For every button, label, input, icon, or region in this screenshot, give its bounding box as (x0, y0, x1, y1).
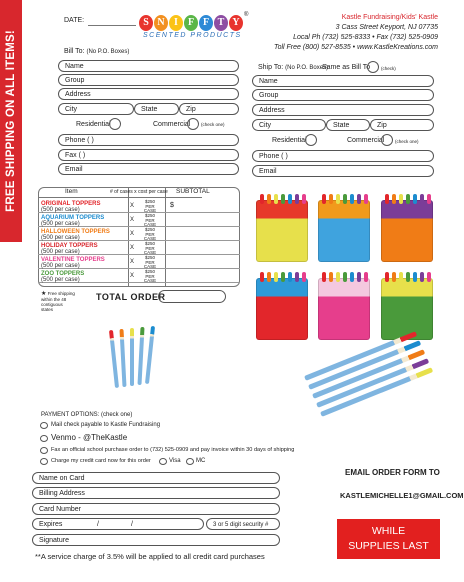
name-on-card-field[interactable]: Name on Card (32, 472, 280, 484)
free-ship-note: ★ Free shipping within the 48 contiguous states (41, 291, 75, 312)
pencil-top (392, 272, 396, 282)
pencil-top (385, 272, 389, 282)
pencil-top (350, 194, 354, 204)
pencil-top (364, 194, 368, 204)
pencil-top (343, 272, 347, 282)
ship-residential-label: Residential (272, 137, 307, 144)
pencil-top (322, 194, 326, 204)
pencil (145, 326, 155, 384)
visa-radio[interactable] (159, 458, 167, 465)
pencil-top (260, 194, 264, 204)
logo-letter: I (169, 15, 183, 31)
pay-card-radio[interactable] (40, 458, 48, 465)
ship-phone-field[interactable]: Phone ( ) (252, 150, 434, 162)
price-per-case: $250 PER CASE (143, 269, 157, 283)
product-display-photo (256, 200, 308, 262)
logo-letter: T (214, 15, 228, 31)
product-name: HOLIDAY TOPPERS (500 per case) (41, 243, 98, 255)
pencil-top (343, 194, 347, 204)
pay-po-label: Fax an official school purchase order to (732) 525-0909 and pay invoice within 30 days of shipping (51, 447, 295, 453)
product-row (38, 199, 240, 213)
product-name: VALENTINE TOPPERS (500 per case) (41, 257, 105, 269)
logo-letter: Y (229, 15, 243, 31)
bill-phone-field[interactable]: Phone ( ) (58, 134, 239, 146)
price-per-case: $250 PER CASE (143, 213, 157, 227)
col-item-header: Item (65, 188, 78, 195)
product-subtotal[interactable]: $ (170, 202, 174, 209)
bill-commercial-label: Commercial (153, 121, 191, 128)
pencil-top (399, 272, 403, 282)
while-line1: WHILE (371, 525, 406, 537)
pay-venmo-radio[interactable] (40, 435, 48, 442)
pencil (109, 330, 119, 388)
pay-card-label: Charge my credit card now for this order (51, 458, 151, 464)
company-tollfree: Toll Free (800) 527-8535 • www.KastleKreations.com (273, 44, 438, 51)
signature-field[interactable]: Signature (32, 534, 280, 546)
pencil-top (413, 272, 417, 282)
product-case-size: (500 per case) (41, 249, 80, 255)
product-case-size: (500 per case) (41, 221, 80, 227)
pencil-top (413, 194, 417, 204)
product-name: ORIGINAL TOPPERS (500 per case) (41, 201, 101, 213)
pencil-top (406, 272, 410, 282)
billing-address-field[interactable]: Billing Address (32, 487, 280, 499)
expires-field[interactable]: Expires / / (32, 518, 204, 530)
payment-heading: PAYMENT OPTIONS: (check one) (41, 412, 133, 418)
ship-address-field[interactable]: Address (252, 104, 434, 116)
visa-label: Visa (169, 458, 181, 464)
product-case-size: (500 per case) (41, 235, 80, 241)
pencil-top (267, 272, 271, 282)
product-case-size: (500 per case) (41, 277, 80, 283)
bill-check-note: (check one) (201, 122, 225, 127)
pencil-top (274, 272, 278, 282)
price-per-case: $250 PER CASE (143, 199, 157, 213)
bill-city-field[interactable]: City (58, 103, 134, 115)
pencil-top (427, 194, 431, 204)
logo-letters (139, 12, 269, 31)
pencil-top (302, 194, 306, 204)
email-order-address: KASTLEMICHELLE1@GMAIL.COM (340, 491, 464, 500)
product-row (38, 269, 240, 283)
pencil-top (295, 272, 299, 282)
pencil-top (295, 194, 299, 204)
date-line[interactable] (88, 25, 136, 26)
ship-to-heading: Ship To: (No P.O. Boxes) (258, 64, 329, 71)
card-number-field[interactable]: Card Number (32, 503, 280, 515)
product-case-size: (500 per case) (41, 263, 80, 269)
bill-residential-label: Residential (76, 121, 111, 128)
pencil-top (267, 194, 271, 204)
banner-text: FREE SHIPPING ON ALL ITEMS! (5, 30, 17, 212)
product-row (38, 241, 240, 255)
pencil-top (420, 194, 424, 204)
pencil-top (350, 272, 354, 282)
pay-check-radio[interactable] (40, 422, 48, 429)
logo-subtitle: SCENTED PRODUCTS (143, 32, 242, 39)
times-sign: X (130, 203, 135, 209)
ship-state-field[interactable]: State (326, 119, 370, 131)
ship-check-note: (check one) (395, 139, 419, 144)
logo-letter: F (184, 15, 198, 31)
product-display-photo (256, 278, 308, 340)
times-sign: X (130, 273, 135, 279)
mc-label: MC (196, 458, 206, 464)
company-phones: Local Ph (732) 525-8333 • Fax (732) 525-0909 (293, 34, 438, 41)
snifty-logo (139, 12, 269, 40)
bill-commercial-check[interactable] (187, 118, 199, 130)
pay-check-label: Mail check payable to Kastle Fundraising (51, 422, 161, 428)
ship-residential-check[interactable] (305, 134, 317, 146)
bill-to-heading: Bill To: (No P.O. Boxes) (64, 48, 130, 55)
product-display-photo (318, 200, 370, 262)
company-address: 3 Cass Street Keyport, NJ 07735 (335, 24, 438, 31)
service-charge-note: **A service charge of 3.5% will be applied to all credit card purchases (35, 552, 265, 561)
bill-zip-field[interactable]: Zip (179, 103, 239, 115)
pencil-top (364, 272, 368, 282)
while-line2: SUPPLIES LAST (348, 540, 429, 552)
bill-group-field[interactable]: Group (58, 74, 239, 86)
pencil-top (288, 272, 292, 282)
bill-residential-check[interactable] (109, 118, 121, 130)
pencil-top (406, 194, 410, 204)
same-check-note: (check) (381, 66, 396, 71)
free-shipping-banner (0, 0, 22, 242)
pencil-top (336, 272, 340, 282)
product-name: HALLOWEEN TOPPERS (500 per case) (41, 229, 110, 241)
security-code-field[interactable]: 3 or 5 digit security # (206, 518, 280, 530)
logo-registered-mark: ® (244, 12, 249, 18)
pencil-top (260, 272, 264, 282)
times-sign: X (130, 231, 135, 237)
logo-letter: F (199, 15, 213, 31)
pencil-top (392, 194, 396, 204)
same-as-bill-label: Same as Bill To (322, 64, 371, 71)
mc-radio[interactable] (186, 458, 194, 465)
col-cases-header: # of cases x cost per case (110, 189, 168, 195)
price-per-case: $250 PER CASE (143, 241, 157, 255)
times-sign: X (130, 245, 135, 251)
bill-state-field[interactable]: State (134, 103, 179, 115)
ship-commercial-label: Commercial (347, 137, 385, 144)
bill-address-field[interactable]: Address (58, 88, 239, 100)
product-display-photo (381, 200, 433, 262)
pay-po-radio[interactable] (40, 447, 48, 454)
product-case-size: (500 per case) (41, 207, 80, 213)
times-sign: X (130, 217, 135, 223)
pencil (130, 328, 134, 386)
ship-city-field[interactable]: City (252, 119, 326, 131)
bill-fax-field[interactable]: Fax ( ) (58, 149, 239, 161)
pencil-top (281, 272, 285, 282)
product-display-photo (318, 278, 370, 340)
company-name: Kastle Fundraising/Kids' Kastle (341, 14, 438, 21)
date-label: DATE: (64, 17, 85, 24)
logo-letter: N (154, 15, 168, 31)
col-subtotal-header: SUBTOTAL (176, 188, 210, 195)
ship-commercial-check[interactable] (381, 134, 393, 146)
pencil-top (322, 272, 326, 282)
pencil-top (357, 272, 361, 282)
pencil-top (274, 194, 278, 204)
pencil (137, 327, 144, 385)
ship-email-field[interactable]: Email (252, 165, 434, 177)
product-name: ZOO TOPPERS (500 per case) (41, 271, 85, 283)
pencil-top (399, 194, 403, 204)
pencil-top (329, 194, 333, 204)
ship-zip-field[interactable]: Zip (370, 119, 434, 131)
times-sign: X (130, 259, 135, 265)
ship-group-field[interactable]: Group (252, 89, 434, 101)
order-header-rule (38, 197, 202, 198)
pencil-top (329, 272, 333, 282)
product-row (38, 255, 240, 269)
email-order-line1: EMAIL ORDER FORM TO (345, 468, 440, 477)
product-row (38, 213, 240, 227)
ship-name-field[interactable]: Name (252, 75, 434, 87)
logo-letter: S (139, 15, 153, 31)
pencil-top (420, 272, 424, 282)
pencil-top (281, 194, 285, 204)
bill-name-field[interactable]: Name (58, 60, 239, 72)
price-per-case: $250 PER CASE (143, 255, 157, 269)
bill-email-field[interactable]: Email (58, 163, 239, 175)
pencil (119, 329, 126, 387)
pencil-top (357, 194, 361, 204)
pencil-top (385, 194, 389, 204)
total-order-field[interactable] (158, 290, 226, 303)
price-per-case: $250 PER CASE (143, 227, 157, 241)
pencil-top (302, 272, 306, 282)
product-row (38, 227, 240, 241)
product-display-photo (381, 278, 433, 340)
product-name: AQUARIUM TOPPERS (500 per case) (41, 215, 105, 227)
pencil-top (288, 194, 292, 204)
pay-venmo-label: Venmo - @TheKastle (51, 433, 128, 442)
same-as-bill-check[interactable] (367, 61, 379, 73)
pencil-top (336, 194, 340, 204)
while-supplies-box (337, 519, 440, 559)
pencil-top (427, 272, 431, 282)
total-order-label: TOTAL ORDER (96, 292, 166, 302)
